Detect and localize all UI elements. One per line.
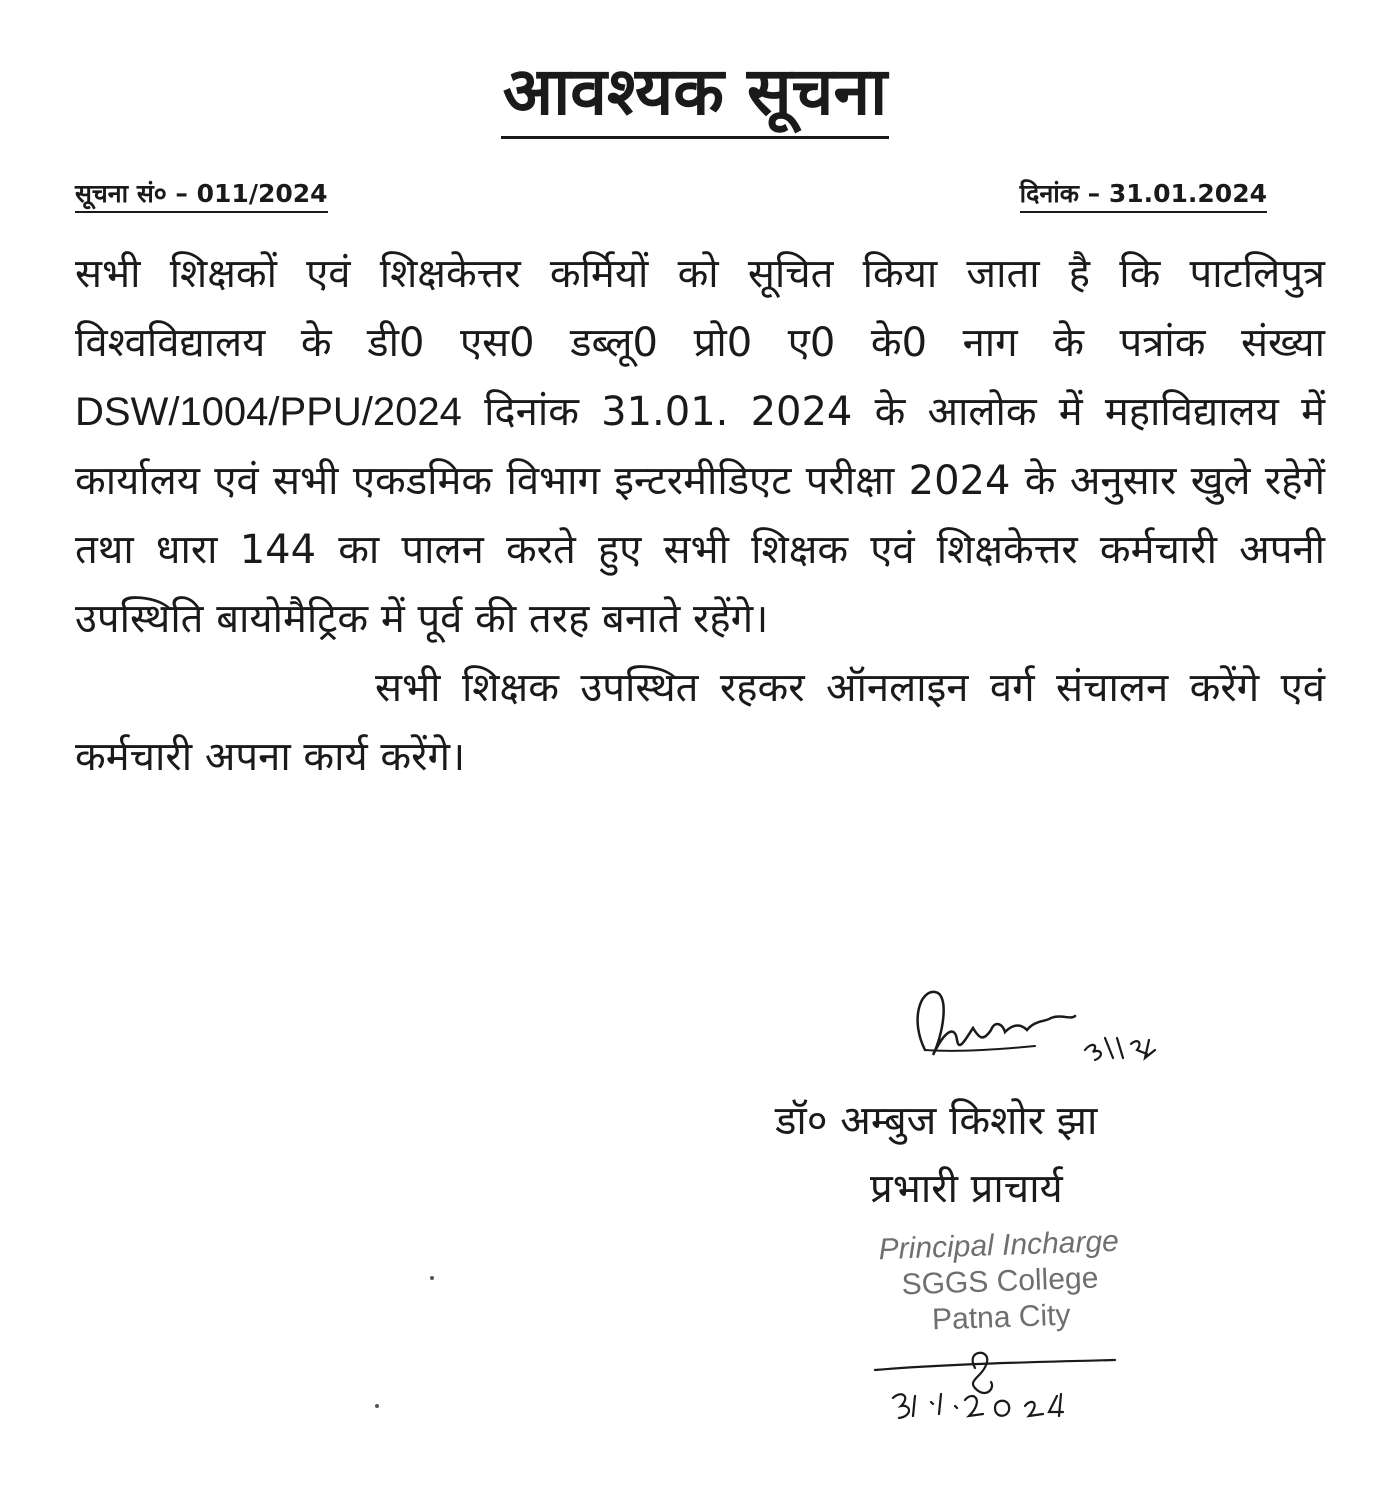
scan-speck [430, 1276, 434, 1280]
principal-signature [895, 980, 1215, 1090]
handwritten-initials-icon [865, 1340, 1125, 1430]
signatory-name: डॉ० अम्बुज किशोर झा [775, 1098, 1098, 1144]
stamp-line-3: Patna City [931, 1298, 1071, 1337]
handwritten-signature-icon [895, 980, 1215, 1090]
countersignature [865, 1340, 1125, 1430]
notice-paragraph-2: सभी शिक्षक उपस्थित रहकर ऑनलाइन वर्ग संचालन करेंगे एवं कर्मचारी अपना कार्य करेंगे। [75, 665, 1325, 780]
notice-paragraph-1 [75, 240, 1325, 654]
paragraph-1-part-a: सभी शिक्षकों एवं शिक्षकेत्तर कर्मियों को सूचित किया जाता है कि पाटलिपुत्र विश्वविद्यालय के डी0 एस0 डब्लू0 प्रो0 ए0 के0 नाग के पत्रांक संख्या [75, 251, 1325, 366]
paragraph-1-part-b: दिनांक 31.01. 2024 के आलोक में महाविद्यालय में कार्यालय एवं सभी एकडमिक विभाग इन्टरमीडिएट परीक्षा 2024 के अनुसार खुले रहेगें तथा धारा 144 का पालन करते हुए सभी शिक्षक एवं शिक्षकेत्तर कर्मचारी अपनी उपस्थिति बायोमैट्रिक में पूर्व की तरह बनाते रहेंगे। [75, 389, 1325, 642]
signatory-designation: प्रभारी प्राचार्य [870, 1166, 1063, 1212]
office-stamp [848, 1223, 1152, 1341]
scan-speck [375, 1404, 379, 1408]
reference-number: DSW/1004/PPU/2024 [75, 390, 462, 434]
notice-date: दिनांक – 31.01.2024 [1020, 178, 1267, 213]
notice-title-text: आवश्यक सूचना [501, 52, 889, 139]
notice-title [0, 52, 1390, 139]
notice-number: सूचना सं० – 011/2024 [75, 178, 328, 213]
stamp-line-2: SGGS College [901, 1261, 1099, 1302]
stamp-line-1: Principal Incharge [878, 1224, 1120, 1267]
notice-body [75, 240, 1325, 792]
